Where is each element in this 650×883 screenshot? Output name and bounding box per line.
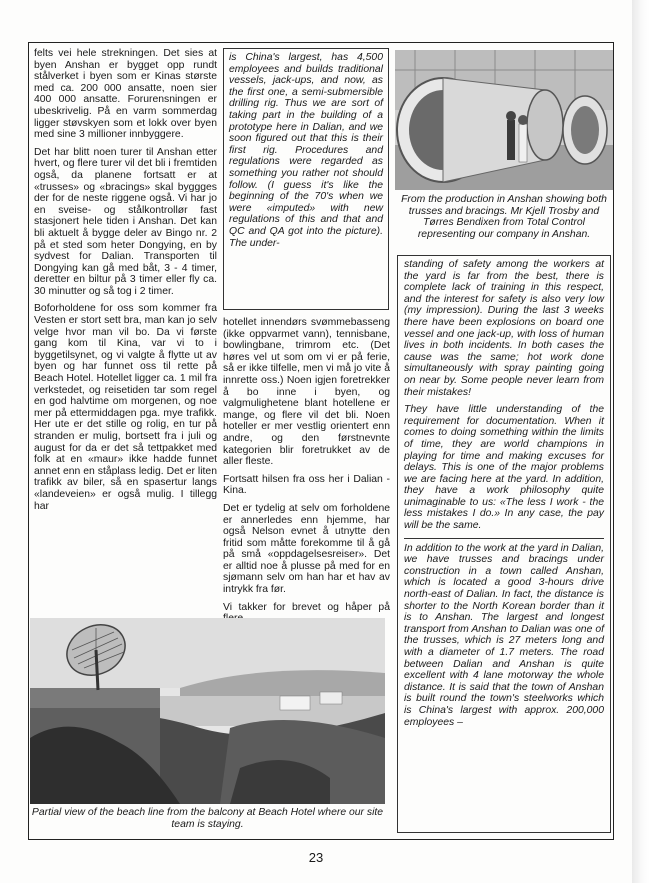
paragraph: is China's largest, has 4,500 employees and builds traditional vessels, jack-ups, and now, as the first one, a semi-submersible drilling rig. Thus we are sort of taking part in the building of a prototype here in Dalian, and we soon figured out that this is their first rig. Procedures and regulations were regarded as something you rather not should follow. (I guess it's like the beginning of the 70's when we were «imputed» with new regulations of this and that and QC and QA got into the picture). The under- xyxy=(229,52,383,249)
paragraph: Boforholdene for oss som kommer fra Vesten er stort sett bra, man kan jo selv velge hvor man vil bo. Da vi første gang kom til Kina, var vi to i byggetilsynet, og vi valgte å flytte ut av byen og har funnet oss til rette på Beach Hotel. Hotellet ligger ca. 1 mil fra verkstedet, og reisetiden tar som regel en god halvtime om morgenen, og noe mer på ettermiddagen pga. mye trafikk. Her ute er det stille og rolig, en tur på stranden er mulig, bortsett fra i juli og august for da er det så tettpakket med folk at en «maur» ikke hadde funnet annet enn en ståplass ledig. Det er liten trafikk av biler, så en spasertur langs «landeveien» er også mulig. I tillegg har xyxy=(34,303,217,512)
trusses-photo xyxy=(395,50,613,190)
paragraph: Det har blitt noen turer til Anshan etter hvert, og flere turer vil det bli i fremtiden også, da planene fortsatt er at «trusses» og «bracings» skal byggges der for de neste riggene også. Vi har jo en sveise- og stålkontrollør fast stasjonert hele tiden i Anshan. Det kan bli aktuelt å bygge deler av Bingo nr. 2 på et sted som heter Dongying, en by sydvest for Dalian. Transporten til Dongying kan gå med båt, 3 - 4 timer, deretter en biltur på 3 timer eller fly ca. 30 minutter og så tog i 2 timer. xyxy=(34,146,217,297)
paragraph: Det er tydelig at selv om forholdene er annerledes enn hjemme, har også Nelson evnet å utnytte den fritid som måtte forekomme til å gå på små «oppdagelsesreiser». Det er alltid noe å plusse på med for en sjømann selv om han har et hav av intrykk fra før. xyxy=(223,502,390,596)
closing-greeting: Fortsatt hilsen fra oss her i Dalian - Kina. xyxy=(223,473,390,497)
english-text-box-top xyxy=(223,48,389,310)
paragraph: hotellet innendørs svømmebasseng (ikke oppvarmet vann), tennisbane, bowlingbane, trimrom etc. (Det høres vel ut som om vi er på ferie, så er ikke tilfelle, men vi må jo vite å innrette oss.) Noen igjen foretrekker å bo inne i byen, og valgmulighetene blant hotellene er mange, og flere vil det bli. Noen hoteller er mer vestlig orientert enn andre, og den førstnevnte kategorien blir foretrukket av de aller fleste. xyxy=(223,317,390,468)
page-edge-shadow xyxy=(632,0,650,883)
paragraph: felts vei hele strekningen. Det sies at byen Anshan er bygget opp rundt stålverket i byen som er Kinas største med ca. 200 000 ansatte, noen sier 400 000 ansatte. Forurensningen er ubeskrivelig. På en varm sommerdag ligger støvskyen som et lokk over byen med sine 3 millioner innbyggere. xyxy=(34,48,217,141)
article-column-1 xyxy=(34,48,217,608)
paragraph: standing of safety among the workers at the yard is far from the best, there is complete lack of training in this respect, and the interest for safety is also very low (my impression). During the last 3 weeks there have been explosions on board one vessel and one jack-up, with loss of human lives in both incidents. In both cases the cause was the same; hot work done simultaneously with spray painting going on near by. Some people never learn from their mistakes! xyxy=(404,259,604,398)
beach-photo xyxy=(30,618,385,804)
trusses-photo-caption: From the production in Anshan showing both trusses and bracings. Mr Kjell Trosby and Tørres Bendixen from Total Control representing our company in Anshan. xyxy=(401,194,607,240)
paragraph: They have little understanding of the requirement for documentation. When it comes to doing something within the limits of time, they are world champions in playing for time and making excuses for delays. This is one of the major problems we are facing here at the yard. In addition, they have a work philosophy quite unimaginable to us: «The less I work - the less mistakes I do.» In any case, the pay will be the same. xyxy=(404,404,604,532)
paragraph: In addition to the work at the yard in Dalian, we have trusses and bracings under construction in a town called Anshan, which is located a good 3-hours drive north-east of Dalian. In fact, the distance is shorter to the North Korean border than it is to Anshan. The largest and longest transport from Anshan to Dalian was one of the trusses, which is 27 meters long and with a diameter of 1.7 meters. The road between Dalian and Anshan is quite excellent with 4 lane motorway the whole distance. It is said that the town of Anshan is built round the town's steelworks which is China's largest with approx. 200,000 employees – xyxy=(404,538,604,729)
beach-photo-caption: Partial view of the beach line from the balcony at Beach Hotel where our site team is staying. xyxy=(31,807,384,830)
english-text-box-right xyxy=(397,255,611,833)
page-number: 23 xyxy=(308,850,324,865)
article-column-2 xyxy=(223,317,390,613)
paragraph: Vi takker for brevet og håper på xyxy=(223,601,390,613)
